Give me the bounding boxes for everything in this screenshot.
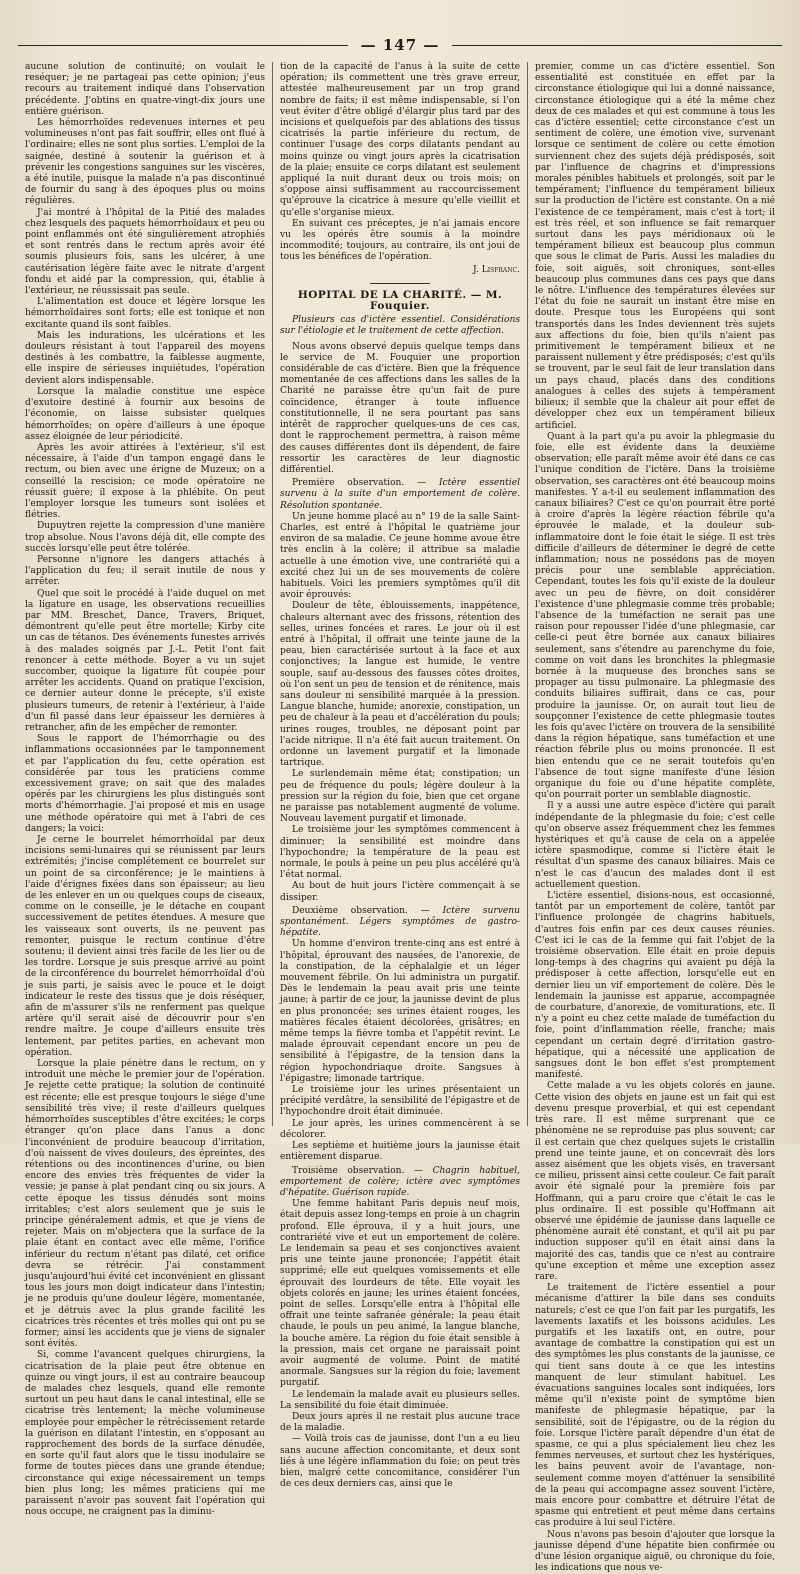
- paragraph: J'ai montré à l'hôpital de la Pitié des malades chez lesquels des paquets hémorrhoïdaux et peu ou point enflammés ont été singulièrement atrophiés et sont rentrés dans le rectum après avoir été soumis plusieurs fois, sans les ulcérer, à une cautérisation légère faite avec le nitrate d'argent fondu et aidé par la compression, qui, établie à l'extérieur, ne réussissait pas seule.: [25, 207, 265, 297]
- paragraph: Lorsque la plaie pénètre dans le rectum, on y introduit une mèche le premier jour de l'opération. Je rejette cette pratique; la solution de continuité est récente; elle est presque toujours le siége d'une sensibilité très vive; il reste d'ailleurs quelques hémorrhoïdes susceptibles d'être excitées; le corps étranger qu'on place dans l'anus a donc l'inconvénient de produire beaucoup d'irritation, d'où naissent de vives douleurs, des épreintes, des rétentions ou des incontinences d'urine, ou bien encore des envies très fréquentes de vider la vessie; je panse à plat pendant cinq ou six jours. A cette époque les tissus dénudés sont moins irritables; c'est alors seulement que je suis le principe généralement admis, et que je viens de rejeter. Mais on m'objectera que la surface de la plaie étant en contact avec elle même, l'orifice inférieur du rectum n'étant pas dilaté, cet orifice devra se rétrécir. J'ai constamment jusqu'aujourd'hui évité cet inconvénient en glissant tous les jours mon doigt indicateur dans l'intestin; je ne produis qu'une douleur légère, momentanée, et je détruis avec la plus grande facilité les cicatrices très récentes et très molles qui ont pu se former; ainsi les accidents que je viens de signaler sont évités.: [25, 1059, 265, 1350]
- paragraph: Le troisième jour les urines présentaient un précipité verdâtre, la sensibilité de l'épigastre et de l'hypochondre droit était diminuée.: [280, 1085, 520, 1118]
- author-signature: J. Lisfranc.: [473, 264, 520, 275]
- paragraph: Personne n'ignore les dangers attachés à l'application du feu; il serait inutile de nous y arrêter.: [25, 554, 265, 588]
- paragraph: L'alimentation est douce et légère lorsque les hémorrhoïdaires sont forts; elle est tonique et non excitante quand ils sont faibles.: [25, 297, 265, 330]
- section-heading: HOPITAL DE LA CHARITÉ. — M. Fouquier.: [297, 288, 503, 313]
- column-2: [272, 62, 527, 1490]
- observation-label: Première observation.: [292, 478, 405, 489]
- section-divider: [370, 283, 430, 284]
- paragraph: aucune solution de continuité; on voulait le reséquer; je ne partageai pas cette opinion; j'eus recours au traitement indiqué dans l'observation précédente. J'obtins en quatre-vingt-dix jours une entière guérison.: [25, 62, 265, 117]
- paragraph: Le lendemain la malade avait eu plusieurs selles. La sensibilité du foie était diminuée.: [280, 1389, 520, 1411]
- paragraph: L'ictère essentiel, disions-nous, est occasionné, tantôt par un emportement de colère, tantôt par l'influence prolongée de chagrins habituels, d'autres fois enfin par ces deux causes réunies. C'est ici le cas de la femme qui fait l'objet de la troisième observation. Elle était en proie depuis long-temps à des chagrins qui avaient pu déjà la prédisposer à cette affection, lorsqu'elle eut en dernier lieu un vif emportement de colère. Dès le lendemain la jaunisse est apparue, accompagnée de courbature, d'anorexie, de vomiturations, etc. Il n'y a point eu chez cette malade de tuméfaction du foie, point d'inflammation réelle, franche; mais cependant un certain degré d'irritation gastro-hépatique, qui a nécessité une application de sangsues dont le bon effet s'est promptement manifesté.: [535, 891, 775, 1081]
- paragraph: Je cerne le bourrelet hémorrhoïdal par deux incisions semi-lunaires qui se réunissent par leurs extrémités; j'incise complétement ce bourrelet sur un point de sa circonférence; je le maintiens à l'aide d'érignes fixées dans son épaisseur; au lieu de les enlever en un ou quelques coups de ciseaux, comme on le conseille, je le détache en coupant successivement de petites étendues. A mesure que les vaisseaux sont ouverts, ils ne peuvent pas remonter, puisque le rectum continue d'être soutenu; il devient ainsi très facile de les lier ou de les tordre. Lorsque je suis presque arrivé au point de la circonférence du bourrelet hémorrhoïdal d'où je suis parti, je saisis avec le pouce et le doigt indicateur le reste des tissus que je dois réséquer, afin de m'assurer s'ils ne renferment pas quelque artère qu'il serait aisé de découvrir pour s'en rendre maître. Je coupe d'ailleurs ensuite très lentement, par petites parties, en achevant mon opération.: [25, 835, 265, 1058]
- paragraph: Les hémorrhoïdes redevenues internes et peu volumineuses n'ont pas fait souffrir, elles ont flué à l'ordinaire; elles ne sont plus sorties. L'emploi de la saignée, destiné à soutenir la guérison et à prévenir les congestions sanguines sur les viscères, a été inutile, puisque la malade n'a pas discontinué de fournir du sang à des époques plus ou moins régulières.: [25, 118, 265, 207]
- paragraph: Une femme habitant Paris depuis neuf mois, était depuis assez long-temps en proie à un chagrin profond. Elle éprouva, il y a huit jours, une contrariété vive et eut un emportement de colère. Le lendemain sa peau et ses conjonctives avaient pris une teinte jaune prononcée; l'appétit était supprimé; elle eut quelques vomissements et elle éprouvait des lourdeurs de tête. Elle voyait les objets colorés en jaune; les urines étaient foncées, point de selles. Lorsqu'elle entra à l'hôpital elle offrait une teinte safranée générale; la peau était chaude, le pouls un peu animé, la langue blanche, la bouche amère. La région du foie était sensible à la pression, mais cet organe ne paraissait point avoir augmenté de volume. Point de matité anormale. Sangsues sur la région du foie; lavement purgatif.: [280, 1199, 520, 1389]
- paragraph: Le troisième jour les symptômes commencent à diminuer; la sensibilité est moindre dans l'hypochondre; la température de la peau est normale, le pouls à peine un peu plus accéléré qu'à l'état normal.: [280, 825, 520, 881]
- paragraph: Douleur de tête, éblouissements, inappétence, chaleurs alternant avec des frissons, rétention des selles, urines foncées et rares. Le jour où il est entré à l'hôpital, il offrait une teinte jaune de la peau, bien caractérisée surtout à la face et aux conjonctives; la langue est humide, le ventre souple, sauf au-dessous des fausses côtes droites, où l'on sent un peu de tension et de rénitence, mais sans douleur ni sensibilité marquée à la pression. Langue blanche, humide; anorexie, constipation, un peu de chaleur à la peau et d'accélération du pouls; urines rouges, troubles, ne déposant point par l'acide nitrique. Il n'a été fait aucun traitement. On ordonne un lavement purgatif et la limonade tartrique.: [280, 601, 520, 769]
- paragraph: Un homme d'environ trente-cinq ans est entré à l'hôpital, éprouvant des nausées, de l'anorexie, de la constipation, de la céphalalgie et un léger mouvement fébrile. On lui administra un purgatif. Dès le lendemain la peau avait pris une teinte jaune; à partir de ce jour, la jaunisse devint de plus en plus prononcée; ses urines étaient rouges, les matières fécales étaient décolorées, grisâtres; en même temps la fièvre tomba et l'appétit revint. Le malade éprouvait cependant encore un peu de sensibilité à l'épigastre, de la tension dans la région hypochondriaque droite. Sangsues à l'épigastre; limonade tartrique.: [280, 939, 520, 1084]
- paragraph: Deux jours après il ne restait plus aucune trace de la maladie.: [280, 1411, 520, 1434]
- paragraph: Si, comme l'avancent quelques chirurgiens, la cicatrisation de la plaie peut être obtenue en quinze ou vingt jours, il est au contraire beaucoup de malades chez lesquels, quand elle remonte surtout un peu haut dans le canal intestinal, elle se cicatrise très lentement; la mèche volumineuse employée pour empêcher le rétrécissement retarde la guérison en dilatant l'intestin, en s'opposant au rapprochement des bords de la surface dénudée, en sorte qu'il faut alors que le tissu inodulaire se forme de toutes pièces dans une grande étendue; circonstance qui exige nécessairement un temps bien plus long; les mêmes praticiens qui me paraissent n'avoir pas souvent fait l'opération qui nous occupe, ne craignent pas la diminu-: [25, 1350, 265, 1518]
- paragraph: Quel que soit le procédé à l'aide duquel on met la ligature en usage, les observations recueillies par MM. Breschet, Dance, Travers, Briquet, démontrent qu'elle peut être mortelle; Kirby cite un cas de tétanos. Des événements funestes arrivés à des malades soignés par J.-L. Petit l'ont fait renoncer à cette méthode. Boyer a vu un sujet succomber, quoique la ligature fût coupée pour arrêter les accidents. Quand on pratique l'excision, ce dernier auteur donne le précepte, s'il existe plusieurs tumeurs, de retenir à l'extérieur, à l'aide d'un fil passé dans leur épaisseur les dernières à retrancher, afin de les empêcher de remonter.: [25, 588, 265, 733]
- paragraph: tion de la capacité de l'anus à la suite de cette opération; ils commettent une très grave erreur, attestée malheureusement par un trop grand nombre de faits; il est même indispensable, si l'on veut éviter d'être obligé d'élargir plus tard par des incisions et quelquefois par des ablations des tissus cicatrisés la partie inférieure du rectum, de continuer l'usage des corps dilatants pendant au moins quinze ou vingt jours après la cicatrisation de la plaie; ensuite ce corps dilatant est seulement appliqué la nuit durant deux ou trois mois; on s'oppose ainsi suffisamment au raccourcissement qu'éprouve la cicatrice à mesure qu'elle vieillit et qu'elle s'organise mieux.: [280, 62, 520, 218]
- paragraph: — Voilà trois cas de jaunisse, dont l'un a eu lieu sans aucune affection concomitante, et deux sont liés à une légère inflammation du foie; on peut très bien, malgré cette concomitance, considérer l'un de ces deux derniers cas, ainsi que le: [280, 1434, 520, 1490]
- paragraph: Au bout de huit jours l'ictère commençait à se dissiper.: [280, 881, 520, 903]
- paragraph: En suivant ces préceptes, je n'ai jamais encore vu les opérés être soumis à la moindre incommodité; toujours, au contraire, ils ont joui de tous les bénéfices de l'opération.: [280, 218, 520, 263]
- column-1: [18, 62, 272, 1518]
- paragraph: Lorsque la maladie constitue une espèce d'exutoire destiné à fournir aux besoins de l'économie, on laisse subsister quelques hémorrhoïdes; on opère d'ailleurs à une époque assez éloignée de leur périodicité.: [25, 386, 265, 442]
- paragraph: Le jour après, les urines commencèrent à se décolorer.: [280, 1118, 520, 1140]
- observation-title: — Chagrin habituel, emportement de colère; ictère avec symptômes d'hépatite. Guérison rapide.: [280, 1165, 520, 1198]
- paragraph: Après les avoir attirées à l'extérieur, s'il est nécessaire, à l'aide d'un tampon engagé dans le rectum, ou bien avec une érigne de Muzeux; on a conseillé la rescision; ce mode opératoire ne réussit guère; il expose à la phlébite. On peut l'employer lorsque les tumeurs sont isolées et flétries.: [25, 442, 265, 521]
- paragraph: Mais les indurations, les ulcérations et les douleurs résistant à tout l'appareil des moyens destinés à les combattre, la faiblesse augmente, elle inspire de sérieuses inquiétudes, l'opération devient alors indispensable.: [25, 330, 265, 386]
- column-3: [527, 62, 782, 1574]
- paragraph: Les septième et huitième jours la jaunisse était entièrement disparue.: [280, 1141, 520, 1163]
- paragraph: Cette malade a vu les objets colorés en jaune. Cette vision des objets en jaune est un fait qui est devenu presque proverbial, et qui est cependant très rare. Il est même surprenant que ce phénomène ne se reproduise pas plus souvent; car il est certain que chez quelques sujets le cristallin prend une teinte jaune, et on concevrait dès lors assez aisément que les objets visés, en traversant ce milieu, prissent ainsi cette couleur. Ce fait paraît avoir été signalé pour la première fois par Hoffmann, qui a paru croire que c'était le cas le plus ordinaire. Il est possible qu'Hoffmann ait observé une épidémie de jaunisse dans laquelle ce phénomène aurait été constant, et qu'il ait pu par induction supposer qu'il en était ainsi dans la majorité des cas, tandis que ce n'est au contraire qu'une exception et même une exception assez rare.: [535, 1081, 775, 1282]
- header-rule-right: [452, 45, 782, 46]
- paragraph: Un jeune homme placé au n° 19 de la salle Saint-Charles, est entré à l'hôpital le quatrième jour environ de sa maladie. Ce jeune homme avoue être très enclin à la colère; il attribue sa maladie actuelle à une émotion vive, une contrariété qui a excité chez lui un de ses mouvements de colère habituels. Voici les premiers symptômes qu'il dit avoir éprouvés:: [280, 511, 520, 601]
- section-subtitle: Plusieurs cas d'ictère essentiel. Considérations sur l'étiologie et le traitement de cette affection.: [280, 315, 520, 337]
- paragraph: Nous n'avons pas besoin d'ajouter que lorsque la jaunisse dépend d'une hépatite bien confirmée ou d'une lésion organique aiguë, ou chronique du foie, les indications que nous ve-: [535, 1529, 775, 1574]
- paragraph: Le traitement de l'ictère essentiel a pour mécanisme d'attirer la bile dans ses conduits naturels; c'est ce que l'on fait par les purgatifs, les lavements laxatifs et les boissons acidules. Les purgatifs et les laxatifs ont, en outre, pour avantage de combattre la constipation qui est un des symptômes les plus constants de la jaunisse, ce qui tient sans doute à ce que les intestins manquent de leur stimulant habituel. Les évacuations sanguines locales sont indiquées, lors même qu'il n'existe point de symptôme bien manifeste de phlegmasie hépatique, par la sensibilité, soit de l'épigastre, ou de la région du foie. Lorsque l'ictère paraît dépendre d'un état de spasme, ce qui a plus spécialement lieu chez les femmes nerveuses, et surtout chez les hystériques, les bains peuvent avoir de l'avantage, non-seulement comme moyen d'atténuer la sensibilité de la peau qui accompagne assez souvent l'ictère, mais encore pour combattre et détruire l'état de spasme qui entretient et peut même dans certains cas produire à lui seul l'ictère.: [535, 1283, 775, 1529]
- paragraph: Dupuytren rejette la compression d'une manière trop absolue. Nous l'avons déjà dit, elle compte des succès lorsqu'elle peut être tolérée.: [25, 521, 265, 554]
- observation-label: Deuxième observation.: [292, 905, 408, 916]
- text-columns: [18, 62, 782, 1574]
- page-number: — 147 —: [360, 36, 440, 54]
- paragraph: Le surlendemain même état; constipation; un peu de fréquence du pouls; légère douleur à la pression sur la région du foie, bien que cet organe ne paraisse pas notablement augmenté de volume. Nouveau lavement purgatif et limonade.: [280, 769, 520, 825]
- observation-title: — Ictère essentiel survenu à la suite d'un emportement de colère. Résolution spontanée.: [280, 478, 520, 511]
- observation-3-heading: [280, 1166, 520, 1200]
- paragraph: premier, comme un cas d'ictère essentiel. Son essentialité est constituée en effet par la circonstance étiologique qui lui a donné naissance, circonstance étiologique qui a été la même chez deux de ces malades et qui est commune à tous les cas d'ictère essentiel; cette circonstance c'est un sentiment de colère, une émotion vive, survenant lorsque ce sentiment de colère ou cette émotion surviennent chez des sujets déjà prédisposés, soit par l'influence de chagrins et d'impressions morales pénibles habituels et prolongés, soit par le tempérament; l'influence du tempérament bilieux sur la production de l'ictère est constante. On a nié l'existence de ce tempérament, mais c'est à tort; il est très réel, et son influence se fait remarquer surtout dans les pays méridionaux où le tempérament bilieux est beaucoup plus commun que sous le climat de Paris. Aussi les maladies du foie, soit aiguës, soit chroniques, sont-elles beaucoup plus communes dans ces pays que dans le nôtre. L'influence des températures élevées sur l'état du foie ne saurait un instant être mise en doute. Presque tous les Européens qui sont transportés dans les Indes deviennent très sujets aux affections du foie, bien qu'ils n'aient pas primitivement le tempérament bilieux et ne paraissent nullement y être prédisposés; c'est qu'ils se trouvent, par le seul fait de leur translation dans un pays chaud, placés dans des conditions analogues à celles des sujets à tempérament bilieux; il semble que la chaleur ait pour effet de développer chez eux un tempérament bilieux artificiel.: [535, 62, 775, 431]
- paragraph: Il y a aussi une autre espèce d'ictère qui paraît indépendante de la phlegmasie du foie; c'est celle qu'on observe assez fréquemment chez les femmes hystériques et qu'à cause de cela on a appelée ictère spasmodique, comme si l'ictère était le résultat d'un spasme des canaux biliaires. Mais ce n'est le cas d'aucun des malades dont il est actuellement question.: [535, 801, 775, 890]
- observation-title: — Ictère survenu spontanément. Légers symptômes de gastro-hépatite.: [280, 905, 520, 939]
- paragraph: Nous avons observé depuis quelque temps dans le service de M. Fouquier une proportion considérable de cas d'ictère. Bien que la fréquence momentanée de ces affections dans les salles de la Charité ne paraisse être qu'un fait de pure coïncidence, étranger à toute influence constitutionnelle, il ne sera pourtant pas sans intérêt de rapprocher quelques-uns de ces cas, dont le rapprochement permettra, à raison même des causes différentes dont ils dépendent, de faire ressortir les caractères de leur diagnostic différentiel.: [280, 341, 520, 475]
- page-header: [18, 34, 782, 56]
- paragraph: Quant à la part qu'a pu avoir la phlegmasie du foie, elle est évidente dans la deuxième observation; elle paraît même avoir été dans ce cas l'unique condition de l'ictère. Dans la troisième observation, ses caractères ont été beaucoup moins manifestes. Y a-t-il eu seulement inflammation des canaux biliaires? C'est ce qu'on pourrait être porté à croire d'après la légère réaction fébrile qu'a éprouvée le malade, et la douleur sub-inflammatoire dont le foie était le siége. Il est très difficile d'ailleurs de déterminer le degré de cette inflammation; nous ne possédons pas de moyen précis pour une semblable appréciation. Cependant, toutes les fois qu'il existe de la douleur avec un peu de fièvre, on doit considérer l'existence d'une phlegmasie comme très probable; l'absence de la tuméfaction ne serait pas une raison pour repousser l'idée d'une phlegmasie, car celle-ci peut être bornée aux canaux biliaires seulement, sans s'étendre au parenchyme du foie, comme on voit dans les bronchites la phlegmasie bornée à la muqueuse des bronches sans se propager au tissu pulmonaire. La phlegmasie des conduits biliaires suffirait, dans ce cas, pour produire la jaunisse. Or, on aurait tout lieu de soupçonner l'existence de cette phlegmasie toutes les fois qu'avec l'ictère on trouvera de la sensibilité dans la région hépatique, sans tuméfaction et une réaction fébrile plus ou moins prononcée. Il est bien entendu que ce ne serait toutefois qu'en l'absence de tout signe manifeste d'une lésion organique du foie ou d'une hépatite complète, qu'on pourrait porter un semblable diagnostic.: [535, 431, 775, 801]
- observation-2-heading: [280, 906, 520, 940]
- observation-1-heading: [280, 478, 520, 512]
- paragraph: Sous le rapport de l'hémorrhagie ou des inflammations occasionnées par le tamponnement et par l'application du feu, cette opération est considérée par tous les praticiens comme excessivement grave; on sait que des malades opérés par les chirurgiens les plus distingués sont morts d'hémorrhagie. J'ai proposé et mis en usage une méthode opératoire qui met à l'abri de ces dangers; la voici:: [25, 734, 265, 834]
- observation-label: Troisième observation.: [292, 1165, 405, 1176]
